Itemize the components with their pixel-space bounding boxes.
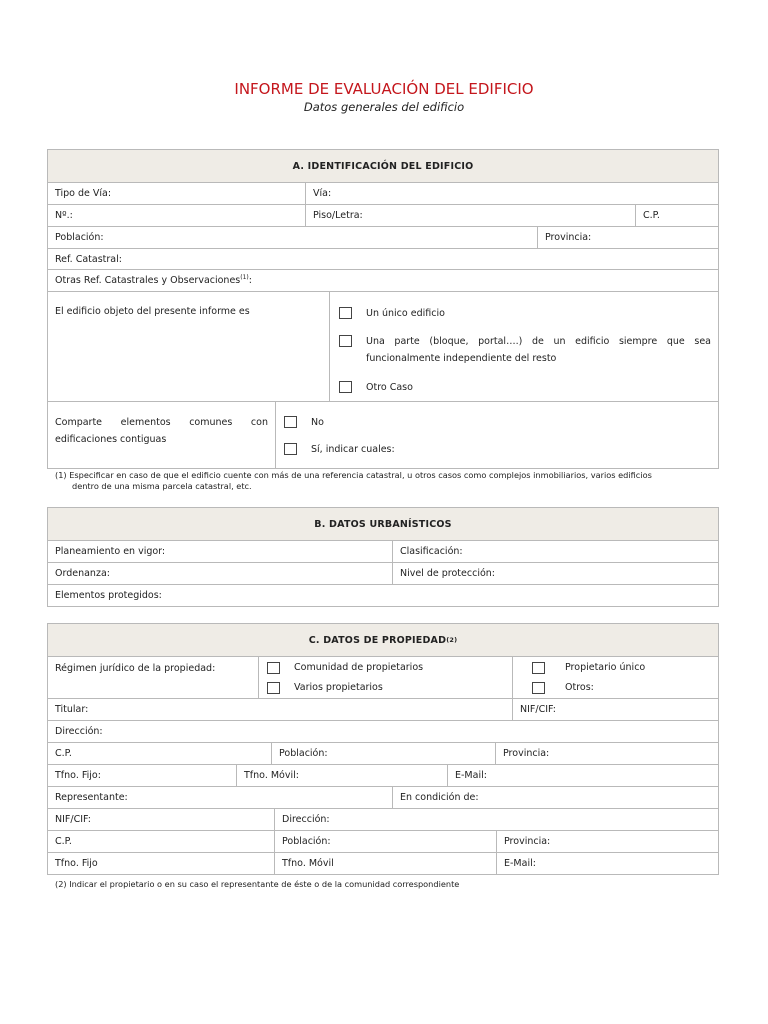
parte-edificio-line1: Una parte (bloque, portal….) de un edificio siempre que sea (366, 336, 711, 347)
row-planeamiento (48, 541, 718, 563)
otros-checkbox[interactable] (532, 682, 545, 694)
section-c (47, 623, 719, 875)
propietario-unico-checkbox[interactable] (532, 662, 545, 674)
row-cp-2 (48, 831, 718, 853)
section-a-heading: A. IDENTIFICACIÓN DEL EDIFICIO (48, 150, 718, 183)
edificio-options (330, 292, 718, 401)
row-ref-catastral (48, 249, 718, 270)
comunidad-label: Comunidad de propietarios (294, 662, 424, 673)
provincia-field-2[interactable]: Provincia: (504, 836, 551, 847)
direccion-field-1[interactable]: Dirección: (55, 726, 103, 737)
parte-edificio-text (366, 333, 711, 367)
option-unico-edificio[interactable] (339, 305, 711, 321)
nif-cif-field-2[interactable]: NIF/CIF: (48, 809, 275, 830)
otras-ref-footnote-mark: (1) (240, 274, 249, 281)
section-a (47, 149, 719, 469)
option-varios[interactable] (267, 680, 505, 696)
row-poblacion (48, 227, 718, 249)
ref-catastral-field[interactable]: Ref. Catastral: (55, 253, 122, 265)
no-checkbox[interactable] (284, 416, 297, 428)
direccion-field-2[interactable]: Dirección: (282, 814, 330, 825)
ordenanza-field[interactable]: Ordenanza: (48, 563, 393, 584)
footnote-1-line2: dentro de una misma parcela catastral, etc. (72, 481, 252, 491)
provincia-field[interactable]: Provincia: (545, 232, 592, 243)
row-comparte (48, 402, 718, 468)
option-propietario-unico[interactable] (532, 660, 711, 676)
titular-field[interactable]: Titular: (48, 699, 513, 720)
row-edificio (48, 292, 718, 402)
row-nif-direccion (48, 809, 718, 831)
clasificacion-field[interactable]: Clasificación: (400, 546, 463, 557)
document-subtitle: Datos generales del edificio (303, 100, 465, 114)
tfno-movil-field-1[interactable]: Tfno. Móvil: (237, 765, 448, 786)
footnote-2: (2) Indicar el propietario o en su caso el representante de éste o de la comunidad correspondiente (55, 879, 460, 889)
row-direccion-1 (48, 721, 718, 743)
tfno-fijo-field-1[interactable]: Tfno. Fijo: (48, 765, 237, 786)
comparte-label (48, 402, 276, 468)
option-parte-edificio[interactable] (339, 333, 711, 367)
comparte-line2: edificaciones contiguas (55, 434, 167, 445)
si-label: Sí, indicar cuales: (311, 443, 395, 455)
unico-edificio-label: Un único edificio (366, 307, 445, 319)
option-si[interactable] (284, 441, 711, 457)
tipo-via-field[interactable]: Tipo de Vía: (48, 183, 306, 204)
row-representante (48, 787, 718, 809)
poblacion-field-1[interactable]: Población: (272, 743, 496, 764)
comparte-options (276, 402, 718, 468)
section-c-heading-text: C. DATOS DE PROPIEDAD (308, 634, 447, 646)
otro-caso-checkbox[interactable] (339, 381, 352, 393)
option-no[interactable] (284, 414, 711, 430)
nif-cif-field-1[interactable]: NIF/CIF: (520, 704, 556, 715)
otro-caso-label: Otro Caso (366, 381, 413, 393)
option-otros[interactable] (532, 680, 711, 696)
section-c-heading (48, 624, 718, 657)
otras-ref-colon: : (248, 275, 252, 286)
via-field[interactable]: Vía: (313, 188, 332, 199)
otras-ref-field[interactable] (48, 270, 718, 291)
varios-label: Varios propietarios (294, 682, 383, 693)
footnote-1-line1: (1) Especificar en caso de que el edificio cuente con más de una referencia catastral, u otros casos como complejos inmobiliarios, varios edificios (55, 470, 652, 480)
provincia-field-1[interactable]: Provincia: (503, 748, 550, 759)
unico-edificio-checkbox[interactable] (339, 307, 352, 319)
footnote-1 (55, 470, 715, 492)
cp-field-2[interactable]: C.P. (48, 831, 275, 852)
row-cp-1 (48, 743, 718, 765)
email-field-2[interactable]: E-Mail: (504, 858, 536, 869)
row-telefonos-2 (48, 853, 718, 874)
propietario-unico-label: Propietario único (565, 662, 646, 673)
regimen-label: Régimen jurídico de la propiedad: (48, 657, 259, 698)
row-elementos-protegidos (48, 585, 718, 606)
elementos-protegidos-field[interactable]: Elementos protegidos: (55, 590, 162, 601)
section-b (47, 507, 719, 607)
row-otras-ref (48, 270, 718, 292)
parte-edificio-checkbox[interactable] (339, 335, 352, 347)
otros-label: Otros: (565, 682, 594, 693)
poblacion-field[interactable]: Población: (48, 227, 538, 248)
varios-checkbox[interactable] (267, 682, 280, 694)
section-c-footnote-mark: (2) (446, 636, 458, 644)
poblacion-field-2[interactable]: Población: (275, 831, 497, 852)
row-ordenanza (48, 563, 718, 585)
comunidad-checkbox[interactable] (267, 662, 280, 674)
nivel-proteccion-field[interactable]: Nivel de protección: (400, 568, 495, 579)
option-comunidad[interactable] (267, 660, 505, 676)
numero-field[interactable]: Nº.: (48, 205, 306, 226)
option-otro-caso[interactable] (339, 379, 711, 395)
row-via (48, 183, 718, 205)
parte-edificio-line2: funcionalmente independiente del resto (366, 353, 557, 364)
comparte-line1: Comparte elementos comunes con (55, 417, 268, 428)
piso-letra-field[interactable]: Piso/Letra: (306, 205, 636, 226)
regimen-options-left (259, 657, 513, 698)
regimen-options-right (513, 657, 718, 698)
tfno-fijo-field-2[interactable]: Tfno. Fijo (48, 853, 275, 874)
en-condicion-field[interactable]: En condición de: (400, 792, 479, 803)
row-regimen (48, 657, 718, 699)
no-label: No (311, 416, 324, 428)
planeamiento-field[interactable]: Planeamiento en vigor: (48, 541, 393, 562)
tfno-movil-field-2[interactable]: Tfno. Móvil (275, 853, 497, 874)
section-b-heading: B. DATOS URBANÍSTICOS (48, 508, 718, 541)
si-checkbox[interactable] (284, 443, 297, 455)
row-telefonos-1 (48, 765, 718, 787)
otras-ref-label: Otras Ref. Catastrales y Observaciones (55, 275, 241, 286)
edificio-label: El edificio objeto del presente informe es (48, 292, 330, 401)
document-title: INFORME DE EVALUACIÓN DEL EDIFICIO (234, 80, 534, 98)
row-titular (48, 699, 718, 721)
representante-field[interactable]: Representante: (48, 787, 393, 808)
email-field-1[interactable]: E-Mail: (455, 770, 487, 781)
cp-field[interactable]: C.P. (643, 210, 660, 221)
cp-field-1[interactable]: C.P. (48, 743, 272, 764)
row-numero (48, 205, 718, 227)
